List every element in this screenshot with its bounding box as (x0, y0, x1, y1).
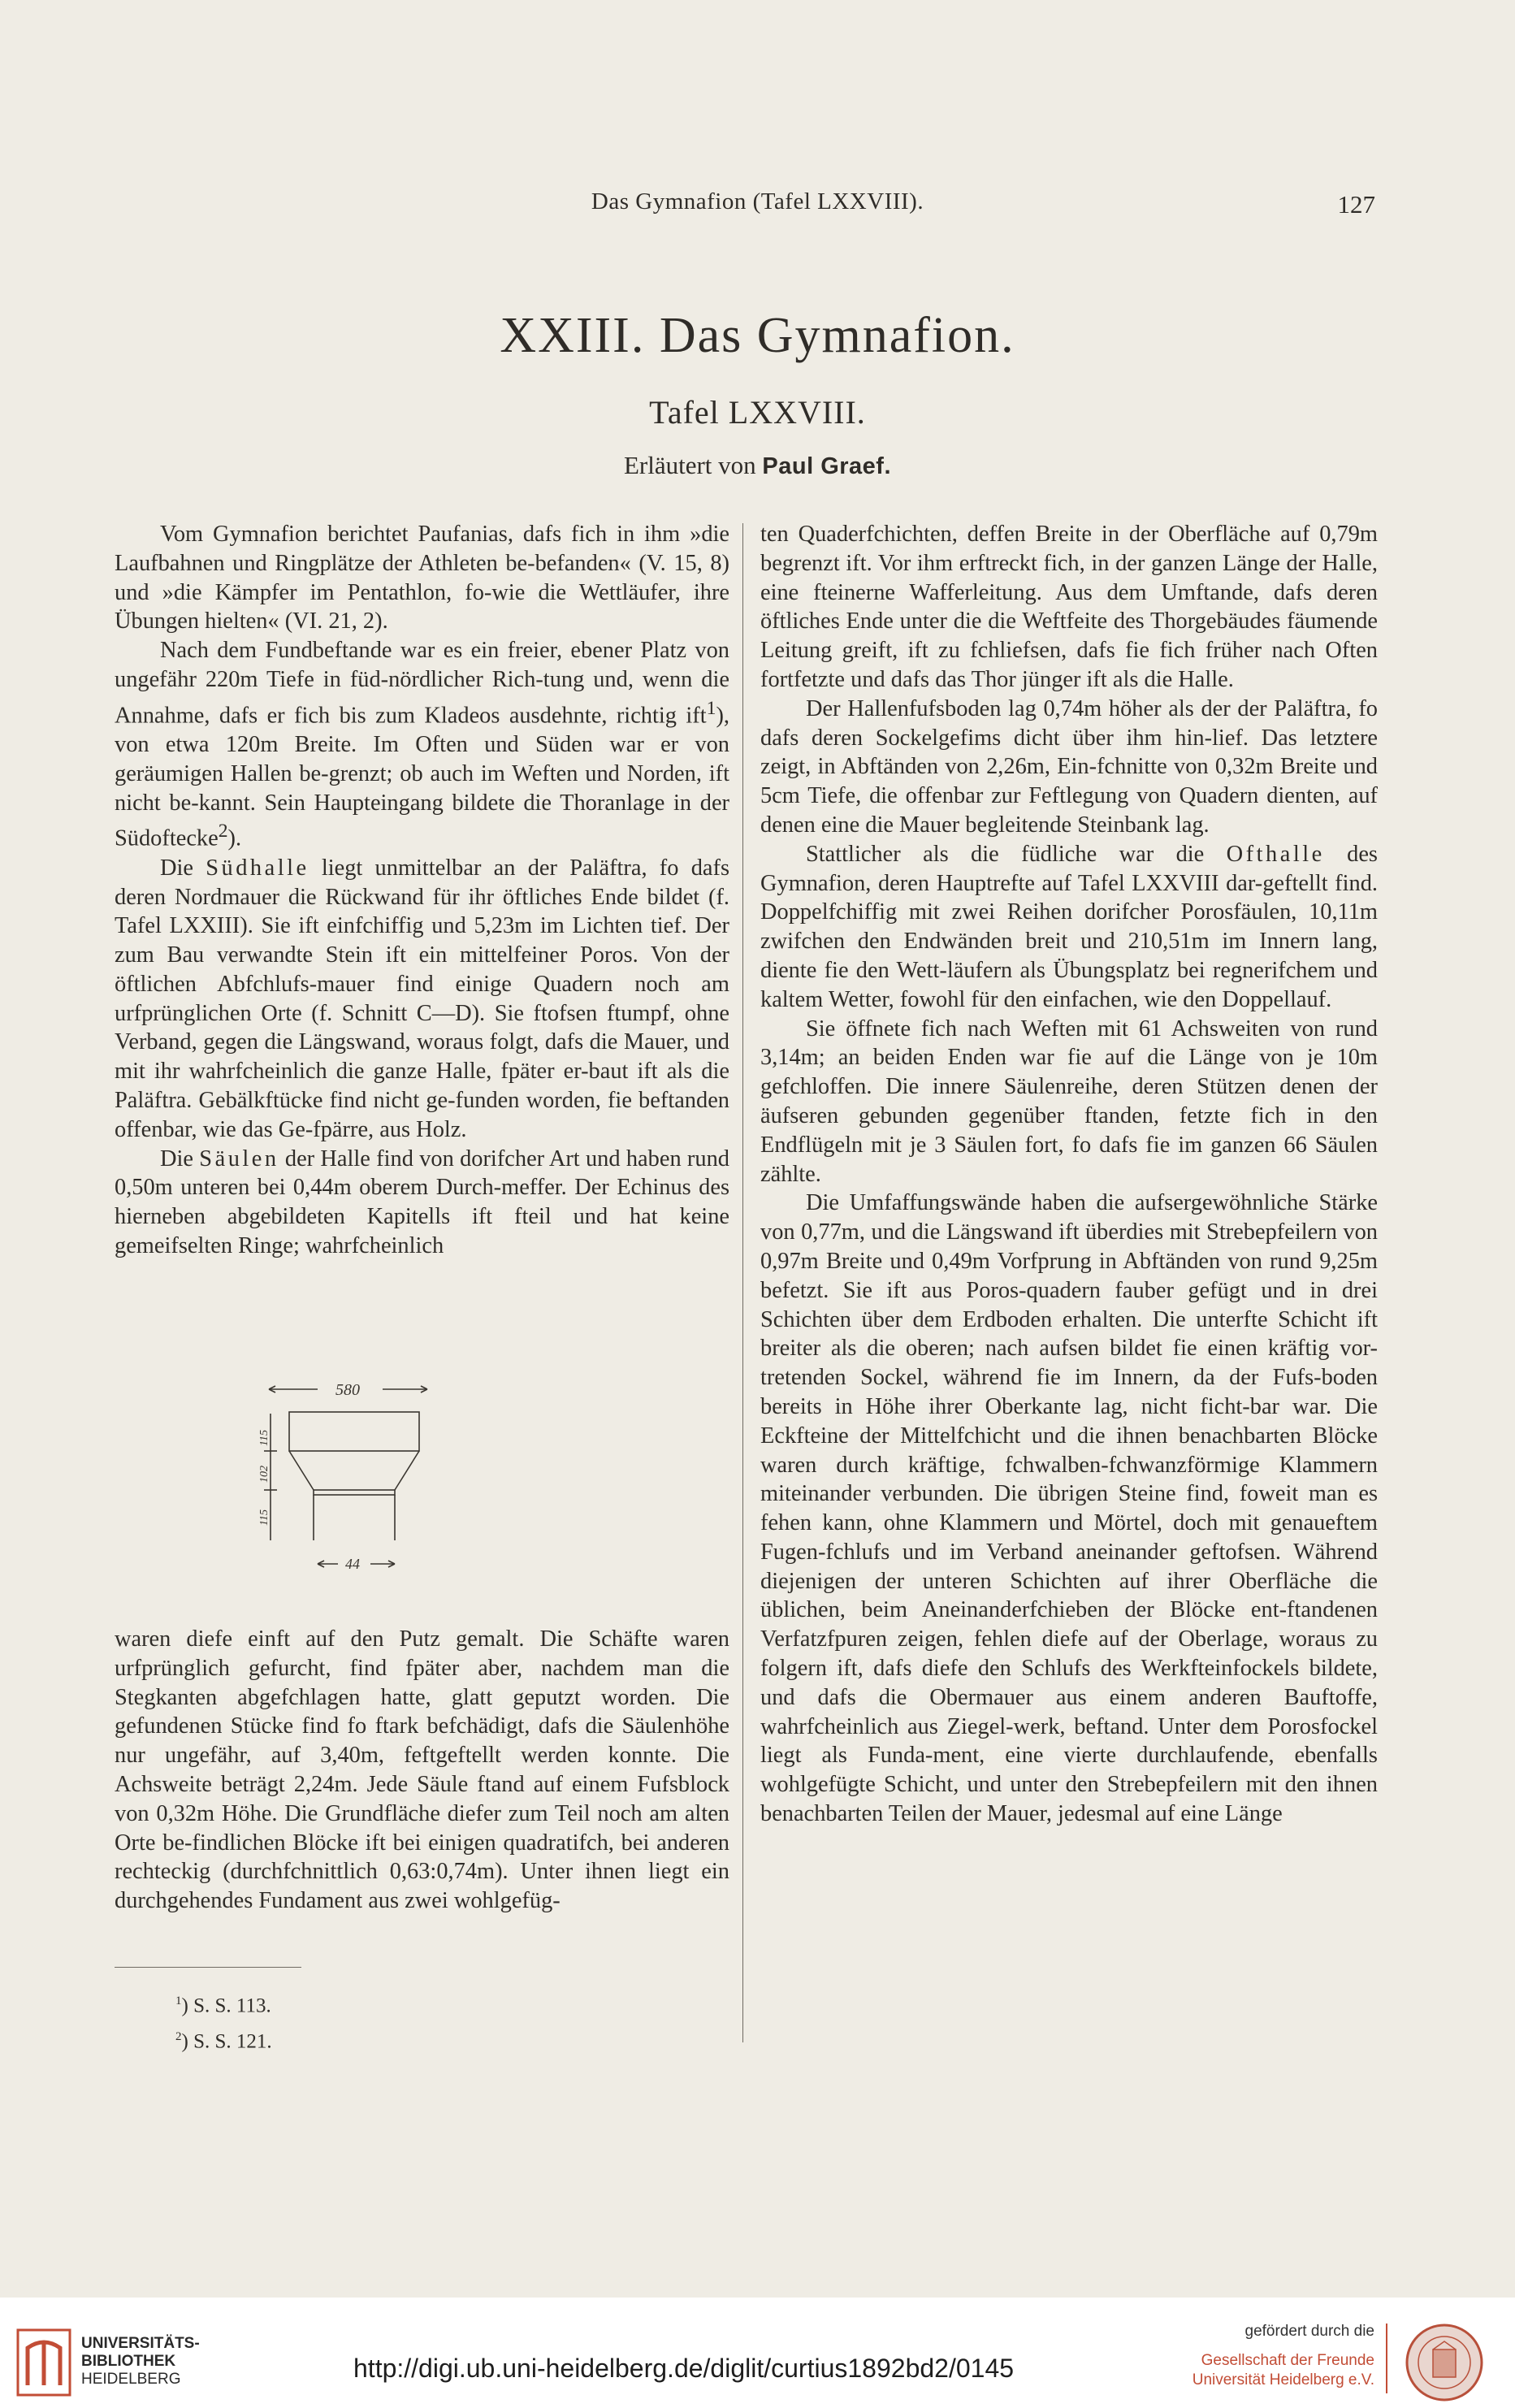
running-header: Das Gymnafion (Tafel LXXVIII). (591, 188, 924, 214)
spaced-term: Säulen (199, 1146, 279, 1172)
library-logo-icon (16, 2328, 71, 2397)
left-column-bottom (115, 1625, 729, 1916)
dimension-label-left-bottom: 115 (258, 1509, 271, 1526)
paragraph: Nach dem Fundbeftande war es ein freier, ebener Platz von ungefähr 220m Tiefe in füd-nördlicher Rich-tung und, wenn die Annahme, dafs er fich bis zum Kladeos ausdehnte, richtig ift$^1$), von etwa 120m Breite. Im Often und Süden war er von geräumigen Hallen be-grenzt; ob auch im Weften und Norden, ift nicht be-kannt. Sein Haupteingang bildete die Thoranlage in der Südoftecke$^2$). (115, 638, 729, 851)
footnote: $^2$) S. S. 121. (175, 2030, 272, 2053)
footnotes (175, 1986, 272, 2058)
author-prefix: Erläutert von (623, 451, 756, 479)
footnote-ref: 1 (706, 697, 716, 719)
paragraph: Sie öffnete fich nach Weften mit 61 Achsweiten von rund 3,14m; an beiden Enden war fie auf die Länge von je 10m gefchloffen. Die innere Säulenreihe, deren Stützen denen der äufseren gebunden gegenüber ftanden, fetzte fich in den Endflügeln mit je 3 Säulen fort, fo dafs fie im ganzen 66 Säulen zählte. (760, 1016, 1378, 1187)
left-column-top (115, 520, 729, 1261)
paragraph: Die Umfaffungswände haben die aufsergewöhnliche Stärke von 0,77m, und die Längswand ift überdies mit Strebepfeilern von 0,97m Breite und 0,49m Vorfprung in Abftänden von rund 9,25m befetzt. Sie ift aus Poros-quadern fauber gefügt und in drei Schichten über dem Erdboden erhalten. Die unterfte Schicht ift breiter als die oberen; nach aufsen bildet fie einen kräftig vor-tretenden Sockel, während fie im Innern, da der Fufs-boden bereits in Höhe ihrer Oberkante lag, nicht ficht-bar war. Die Eckfteine der Mittelfchicht und die ihnen benachbarten Blöcke waren durch kräftige, fchwalben-fchwanzförmige Klammern miteinander verbunden. Die übrigen Steine find, foweit man es fehen kann, ohne Klammern und Mörtel, doch mit genaueftem Fugen-fchlufs und im Verband aneinander geftofsen. Während diejenigen der unteren Schichten auf ihrer Oberfläche die üblichen, beim Aneinanderfchieben der Blöcke ent-ftandenen Verfatzfpuren zeigen, fehlen diefe auf der Oberlage, woraus zu folgern ift, dafs diefe den Schlufs des Werkfteinfockels bildete, und dafs die Obermauer aus einem anderen Bauftoffe, wahrfcheinlich aus Ziegel-werk, beftand. Unter dem Porosfockel liegt als Funda-ment, eine vierte durchlaufende, ebenfalls wohlgefügte Schicht, und unter den Strebepfeilern mit den ihnen benachbarten Teilen der Mauer, jedesmal auf eine Länge (760, 1190, 1378, 1827)
page-number: 127 (1337, 190, 1375, 219)
column-divider (742, 523, 743, 2042)
permalink-url[interactable]: http://digi.ub.uni-heidelberg.de/diglit/curtius1892bd2/0145 (353, 2354, 1015, 2383)
paragraph: Der Hallenfufsboden lag 0,74m höher als der der Paläftra, fo dafs deren Sockelgefims dicht über ihm hin-lief. Das letztere zeigt, in Abftänden von 2,26m, Ein-fchnitte von 0,32m Breite und 5cm Tiefe, die offenbar zur Feftlegung von Quadern dienten, auf denen eine die Mauer begleitende Steinbank lag. (760, 695, 1378, 838)
author-line (0, 451, 1515, 480)
author-name: Paul Graef. (762, 453, 892, 479)
footer-divider (1386, 2324, 1387, 2393)
sponsor-credit: gefördert durch die Gesellschaft der Freunde Universität Heidelberg e.V. (1192, 2323, 1374, 2389)
footnote-ref: 2 (218, 821, 228, 842)
footnote-rule (115, 1967, 301, 1968)
library-name: UNIVERSITÄTS- BIBLIOTHEK HEIDELBERG (81, 2335, 200, 2388)
paragraph: ten Quaderfchichten, deffen Breite in der Oberfläche auf 0,79m begrenzt ift. Vor ihm erftreckt fich, in der ganzen Länge der Halle, eine fteinerne Wafferleitung. Aus dem Umftande, dafs deren öftliches Ende unter die die Weftfeite des Thorgebäudes fäumende Leitung greift, ift zu fchliefsen, dafs fie fich früher nach Often fortfetzte und dafs das Thor jünger ift als die Halle. (760, 522, 1378, 692)
footer-bar (0, 2298, 1515, 2408)
right-column (760, 520, 1378, 1829)
chapter-title: XXIII. Das Gymnafion. (500, 308, 1015, 363)
paragraph: waren diefe einft auf den Putz gemalt. Die Schäfte waren urfprünglich gefurcht, find fpäter aber, nachdem man die Stegkanten abgefchlagen hatte, glatt geputzt worden. Die gefundenen Stücke find fo ftark befchädigt, dafs die Säulenhöhe nur ungefähr, auf 3,40m, feftgeftellt werden konnte. Die Achsweite beträgt 2,24m. Jede Säule ftand auf einem Fufsblock von 0,32m Höhe. Die Grundfläche diefer zum Teil noch am alten Orte be-findlichen Blöcke ift bei einigen quadratifch, bei anderen rechteckig (durchfchnittlich 0,63:0,74m). Unter ihnen liegt ein durchgehendes Fundament aus zwei wohlgefüg- (115, 1626, 729, 1914)
dimension-label-left-top: 115 (258, 1430, 271, 1446)
paragraph: Stattlicher als die füdliche war die Ofthalle des Gymnafion, deren Hauptrefte auf Tafel LXXVIII dar-geftellt find. Doppelfchiffig mit zwei Reihen dorifcher Porosfäulen, 10,11m zwifchen den Endwänden breit und 210,51m im Innern lang, diente fie den Wett-läufern als Übungsplatz bei regnerifchem und kaltem Wetter, fowohl für den einfachen, wie den Doppellauf. (760, 841, 1378, 1012)
paragraph: Die Südhalle liegt unmittelbar an der Paläftra, fo dafs deren Nordmauer die Rückwand für ihr öftliches Ende bildet (f. Tafel LXXIII). Sie ift einfchiffig und 5,23m im Lichten tief. Der zum Bau verwandte Stein ift ein mittelfeiner Poros. Von der öftlichen Abfchlufs-mauer find einige Quadern noch am urfprünglichen Orte (f. Schnitt C—D). Sie ftofsen ftumpf, ohne Verband, gegen die Längswand, woraus folgt, dafs die Mauer, und mit ihr wahrfcheinlich die ganze Halle, fpäter er-baut ift als die Paläftra. Gebälkftücke find nicht ge-funden worden, fie beftanden offenbar, wie das Ge-fpärre, aus Holz. (115, 855, 729, 1142)
dimension-label-top: 580 (335, 1381, 360, 1399)
paragraph: Die Säulen der Halle find von dorifcher Art und haben rund 0,50m unteren bei 0,44m oberem Durch-meffer. Der Echinus des hierneben abgebildeten Kapitells ift fteil und hat keine gemeifselten Ringe; wahrfcheinlich (115, 1146, 729, 1259)
footnote: $^1$) S. S. 113. (175, 1994, 271, 2017)
capital-profile-figure (258, 1381, 586, 1600)
dimension-label-left-mid: 102 (258, 1466, 271, 1483)
spaced-term: Südhalle (206, 855, 309, 881)
paragraph: Vom Gymnafion berichtet Paufanias, dafs fich in ihm »die Laufbahnen und Ringplätze der Athleten be-befanden« (V. 15, 8) und »die Kämpfer im Pentathlon, fo-wie die Wettläufer, ihre Übungen hielten« (VI. 21, 2). (115, 522, 729, 634)
chapter-subtitle: Tafel LXXVIII. (649, 394, 866, 431)
spaced-term: Ofthalle (1226, 841, 1325, 867)
dimension-label-bottom: 44 (345, 1556, 360, 1572)
university-seal-icon (1404, 2322, 1485, 2403)
